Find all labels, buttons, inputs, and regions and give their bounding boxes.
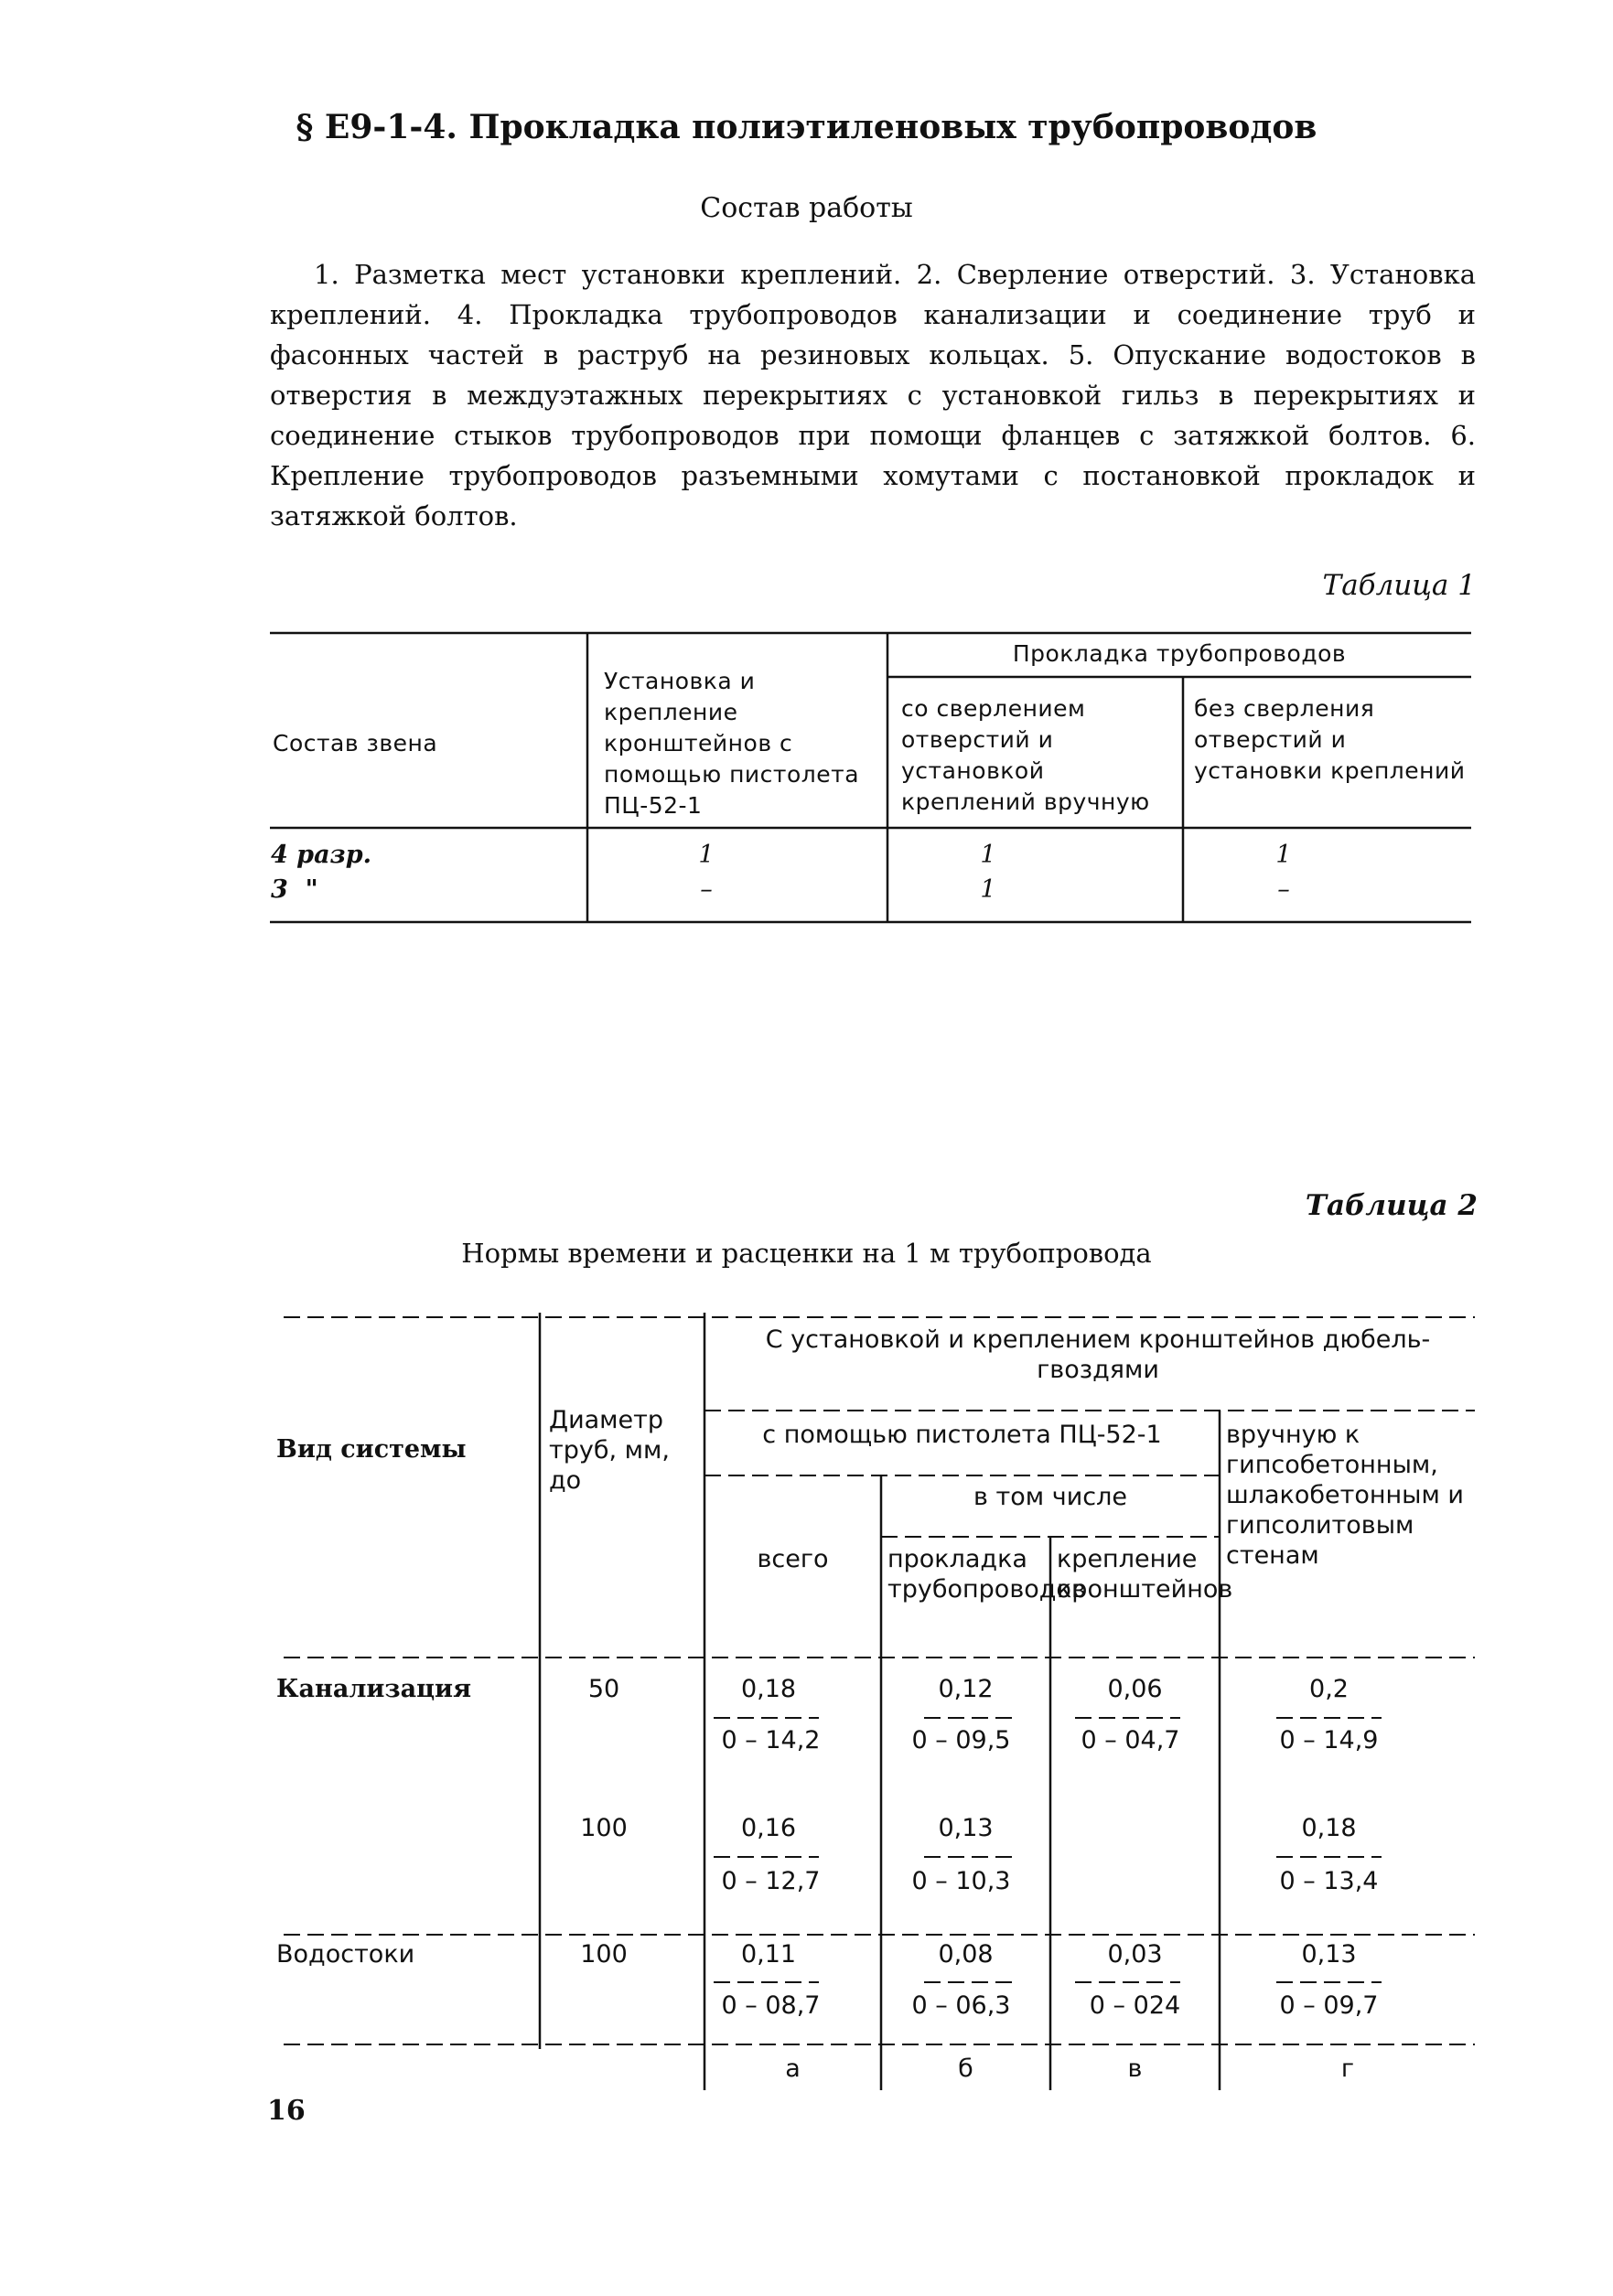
- work-description: 1. Разметка мест установки креплений. 2. Сверление отверстий. 3. Установка креплений. 4. Прокладка трубопроводов канализации и соединение труб и фасонных частей в раструб на резиновых кольцах. 5. Опускание водостоков в отверстия в междуэтажных перекрытиях с установкой гильз в перекрытиях и соединение стыков трубопроводов при помощи фланцев с затяжкой болтов. 6. Крепление трубопроводов разъемными хомутами с постановкой прокладок и затяжкой болтов.: [270, 259, 1476, 531]
- table1-row2-grade: 3 ": [271, 875, 318, 904]
- table1-header-nodrill: без сверления отверстий и установки креплений: [1194, 695, 1466, 784]
- table2-title: Нормы времени и расценки на 1 м трубопровода: [461, 1238, 1152, 1269]
- table2-col-letter-b: б: [958, 2055, 973, 2083]
- table2-row2-manual-rate: 0 – 13,4: [1279, 1867, 1379, 1895]
- table2-header-manual: вручную к гипсобетонным, шлакобетонным и гипсолитовым стенам: [1226, 1421, 1464, 1570]
- table2-caption: Таблица 2: [1305, 1189, 1478, 1222]
- table2-header-laying: прокладка трубопроводов: [887, 1545, 1086, 1604]
- table2-row2-diameter: 100: [580, 1814, 628, 1842]
- table2-header-including: в том числе: [973, 1483, 1127, 1511]
- table1-row1-install: 1: [698, 841, 715, 869]
- table2-row1-total-rate: 0 – 14,2: [721, 1726, 821, 1754]
- table2-col-letter-g: г: [1340, 2055, 1355, 2083]
- table1-row2-drill: 1: [980, 875, 996, 904]
- table2-row3-fastening-norm: 0,03: [1107, 1940, 1163, 1969]
- table2-row1-fastening-rate: 0 – 04,7: [1081, 1726, 1180, 1754]
- table1-header-laying: Прокладка трубопроводов: [1012, 640, 1347, 667]
- table2-row2-manual-norm: 0,18: [1301, 1814, 1357, 1842]
- table1-header-drill: со сверлением отверстий и установкой креплений вручную: [901, 695, 1150, 815]
- table2-row3-total-rate: 0 – 08,7: [721, 1991, 821, 2020]
- table2-row3-diameter: 100: [580, 1940, 628, 1969]
- table2-header-total: всего: [757, 1545, 829, 1573]
- table2-row2-total-rate: 0 – 12,7: [721, 1867, 821, 1895]
- table2-header-system: Вид системы: [276, 1435, 467, 1464]
- table2-row3-fastening-rate: 0 – 024: [1089, 1991, 1181, 2020]
- work-heading: Состав работы: [700, 192, 913, 224]
- table2-row3-manual-rate: 0 – 09,7: [1279, 1991, 1379, 2020]
- table2-header-fastening: крепление кронштейнов: [1057, 1545, 1233, 1604]
- table2-row1-laying-rate: 0 – 09,5: [911, 1726, 1011, 1754]
- table2-header-diameter: Диаметр труб, мм, до: [549, 1406, 670, 1495]
- table2-header-pistol: с помощью пистолета ПЦ-52-1: [762, 1421, 1162, 1449]
- table2-row1-laying-norm: 0,12: [938, 1675, 994, 1703]
- table2-row2-total-norm: 0,16: [740, 1814, 797, 1842]
- table2-row3-total-norm: 0,11: [740, 1940, 797, 1969]
- table2-row1-fastening-norm: 0,06: [1107, 1675, 1163, 1703]
- section-title: § Е9-1-4. Прокладка полиэтиленовых трубопроводов: [296, 108, 1317, 146]
- table2-col-letter-a: а: [785, 2055, 801, 2083]
- table1-row2-install: –: [700, 875, 713, 904]
- table1-row1-drill: 1: [980, 841, 996, 869]
- table1-row1-nodrill: 1: [1275, 841, 1292, 869]
- table2-row3-manual-norm: 0,13: [1301, 1940, 1357, 1969]
- page-number: 16: [267, 2095, 306, 2127]
- table2-row1-system: Канализация: [276, 1675, 472, 1703]
- table2-row3-laying-rate: 0 – 06,3: [911, 1991, 1011, 2020]
- table1-header-crew: Состав звена: [273, 730, 438, 756]
- table2-row3-laying-norm: 0,08: [938, 1940, 994, 1969]
- table1-row2-nodrill: –: [1277, 875, 1290, 904]
- table2-row3-system: Водостоки: [276, 1940, 415, 1969]
- table2-header-group: С установкой и креплением кронштейнов дюбель-гвоздями: [765, 1325, 1431, 1384]
- table2-row1-manual-norm: 0,2: [1309, 1675, 1349, 1703]
- table1-header-install: Установка и крепление кронштейнов с помощью пистолета ПЦ-52-1: [604, 668, 860, 819]
- table2-row1-total-norm: 0,18: [740, 1675, 797, 1703]
- table1-caption: Таблица 1: [1322, 569, 1476, 602]
- table1-row1-grade: 4 разр.: [271, 841, 372, 869]
- table2-row2-laying-rate: 0 – 10,3: [911, 1867, 1011, 1895]
- table2-row1-manual-rate: 0 – 14,9: [1279, 1726, 1379, 1754]
- table2-row1-diameter: 50: [587, 1675, 620, 1703]
- table2-row2-laying-norm: 0,13: [938, 1814, 994, 1842]
- table2-col-letter-v: в: [1127, 2055, 1143, 2083]
